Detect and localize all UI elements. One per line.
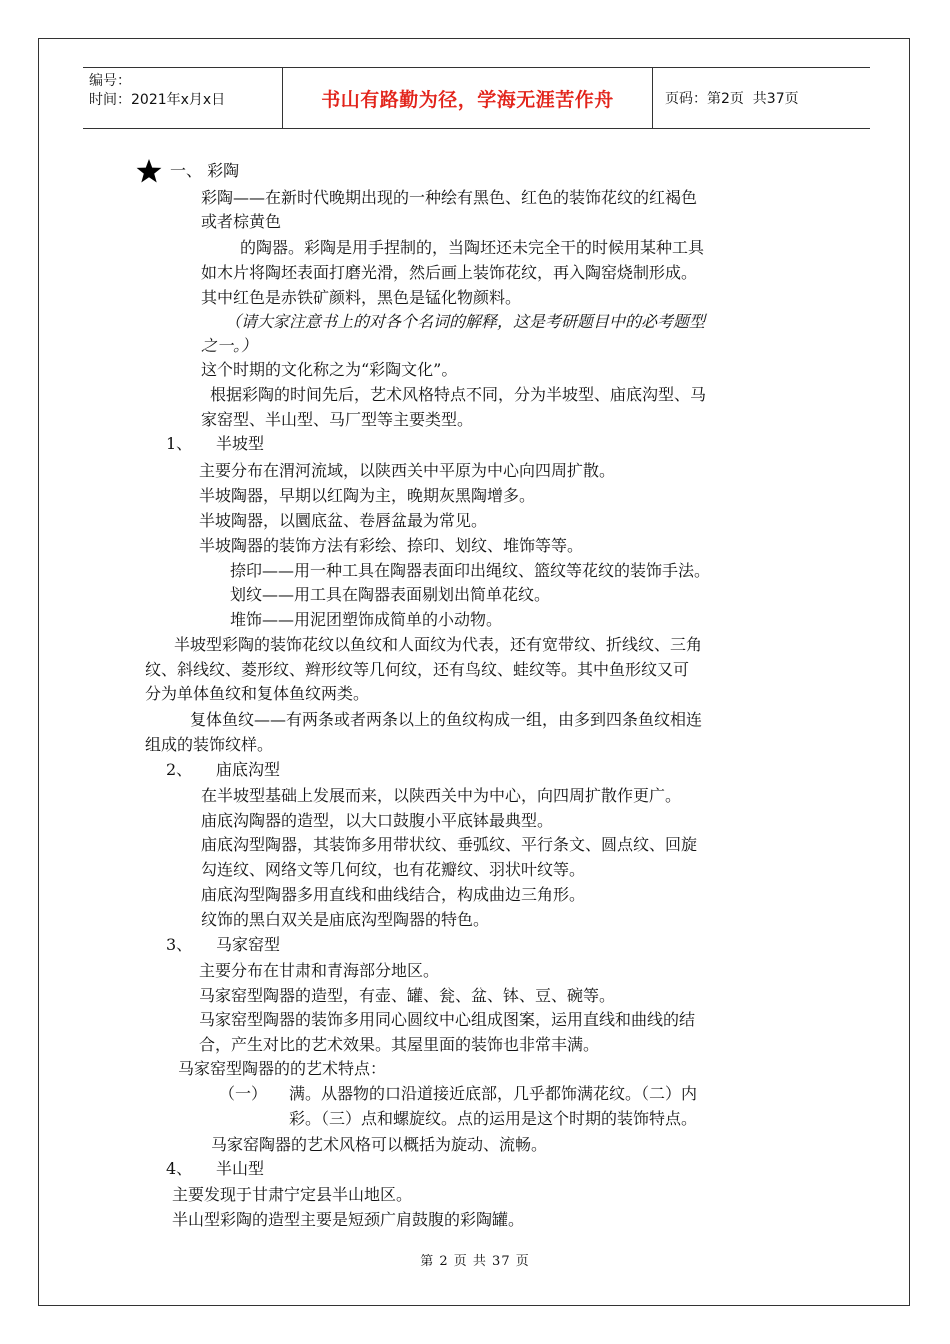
document-date-label: 时间：2021年x月x日: [89, 92, 226, 108]
note-line: （请大家注意书上的对各个名词的解释，这是考研题目中的必考题型: [225, 312, 706, 331]
paragraph-line: 纹、斜线纹、菱形纹、辫形纹等几何纹，还有鸟纹、蛙纹等。其中鱼形纹又可: [145, 660, 690, 679]
paragraph-line: 这个时期的文化称之为“彩陶文化”。: [201, 360, 458, 379]
paragraph-line: 庙底沟陶器的造型，以大口鼓腹小平底钵最典型。: [201, 811, 554, 830]
paragraph-line: 半坡型彩陶的装饰花纹以鱼纹和人面纹为代表，还有宽带纹、折线纹、三角: [174, 635, 703, 654]
paragraph-line: 划纹——用工具在陶器表面剔划出简单花纹。: [230, 585, 551, 604]
paragraph-line: 彩陶——在新时代晚期出现的一种绘有黑色、红色的装饰花纹的红褐色: [201, 188, 698, 207]
page-number-label: 页码：第2页 共37页: [665, 91, 799, 107]
page-footer: 第 2 页 共 37 页: [420, 1254, 530, 1269]
paragraph-line: 复体鱼纹——有两条或者两条以上的鱼纹构成一组，由多到四条鱼纹相连: [190, 710, 703, 729]
paragraph-line: 其中红色是赤铁矿颜料，黑色是锰化物颜料。: [201, 288, 522, 307]
paragraph-line: 如木片将陶坯表面打磨光滑，然后画上装饰花纹，再入陶窑烧制形成。: [201, 263, 698, 282]
subsection-title: 半坡型: [216, 434, 265, 453]
section-heading: 一、 彩陶: [170, 161, 240, 180]
paragraph-line: 家窑型、半山型、马厂型等主要类型。: [201, 410, 474, 429]
paragraph-line: 分为单体鱼纹和复体鱼纹两类。: [145, 684, 370, 703]
paragraph-line: 庙底沟型陶器，其装饰多用带状纹、垂弧纹、平行条文、圆点纹、回旋: [201, 835, 698, 854]
paragraph-line: 主要发现于甘肃宁定县半山地区。: [172, 1185, 413, 1204]
paragraph-line: 半山型彩陶的造型主要是短颈广肩鼓腹的彩陶罐。: [172, 1210, 525, 1229]
note-line: 之一。）: [201, 336, 258, 355]
paragraph-line: 主要分布在渭河流域，以陕西关中平原为中心向四周扩散。: [199, 461, 616, 480]
subsection-title: 庙底沟型: [216, 760, 281, 779]
paragraph-line: 勾连纹、网络文等几何纹，也有花瓣纹、羽状叶纹等。: [201, 860, 586, 879]
paragraph-line: 主要分布在甘肃和青海部分地区。: [199, 961, 440, 980]
subsection-title: 马家窑型: [216, 935, 281, 954]
paragraph-line: 合，产生对比的艺术效果。其屋里面的装饰也非常丰满。: [199, 1035, 600, 1054]
paragraph-line: 半坡陶器，早期以红陶为主，晚期灰黑陶增多。: [199, 486, 536, 505]
paragraph-line: 在半坡型基础上发展而来，以陕西关中为中心，向四周扩散作更广。: [201, 786, 682, 805]
paragraph-line: 庙底沟型陶器多用直线和曲线结合，构成曲边三角形。: [201, 885, 586, 904]
subsection-number: 4、: [166, 1159, 193, 1178]
paragraph-line: 马家窑型陶器的装饰多用同心圆纹中心组成图案，运用直线和曲线的结: [199, 1010, 696, 1029]
paragraph-line: 半坡陶器，以圜底盆、卷唇盆最为常见。: [199, 511, 488, 530]
paragraph-line: 组成的装饰纹样。: [145, 735, 274, 754]
paragraph-line: 马家窑型陶器的造型，有壶、罐、瓮、盆、钵、豆、碗等。: [199, 986, 616, 1005]
header-motto: 书山有路勤为径，学海无涯苦作舟: [283, 68, 653, 128]
paragraph-line: 纹饰的黑白双关是庙底沟型陶器的特色。: [201, 910, 490, 929]
paragraph-line: 的陶器。彩陶是用手捏制的，当陶坯还未完全干的时候用某种工具: [240, 238, 705, 257]
paragraph-line: 堆饰——用泥团塑饰成简单的小动物。: [230, 610, 503, 629]
subsection-number: 3、: [166, 935, 193, 954]
subsection-number: 1、: [166, 434, 193, 453]
subsection-title: 半山型: [216, 1159, 265, 1178]
paragraph-line: 捺印——用一种工具在陶器表面印出绳纹、篮纹等花纹的装饰手法。: [230, 561, 711, 580]
paragraph-line: 或者棕黄色: [201, 212, 282, 231]
paragraph-line: 满。从器物的口沿道接近底部，几乎都饰满花纹。（二）内: [289, 1084, 698, 1103]
paragraph-line: 马家窑陶器的艺术风格可以概括为旋动、流畅。: [211, 1135, 548, 1154]
list-marker: （一）: [219, 1084, 268, 1103]
paragraph-line: 半坡陶器的装饰方法有彩绘、捺印、划纹、堆饰等等。: [199, 536, 584, 555]
paragraph-line: 马家窑型陶器的的艺术特点：: [178, 1059, 387, 1078]
document-number-label: 编号：: [89, 73, 131, 89]
paragraph-line: 根据彩陶的时间先后，艺术风格特点不同，分为半坡型、庙底沟型、马: [210, 385, 707, 404]
subsection-number: 2、: [166, 760, 193, 779]
paragraph-line: 彩。（三）点和螺旋纹。点的运用是这个时期的装饰特点。: [289, 1109, 698, 1128]
